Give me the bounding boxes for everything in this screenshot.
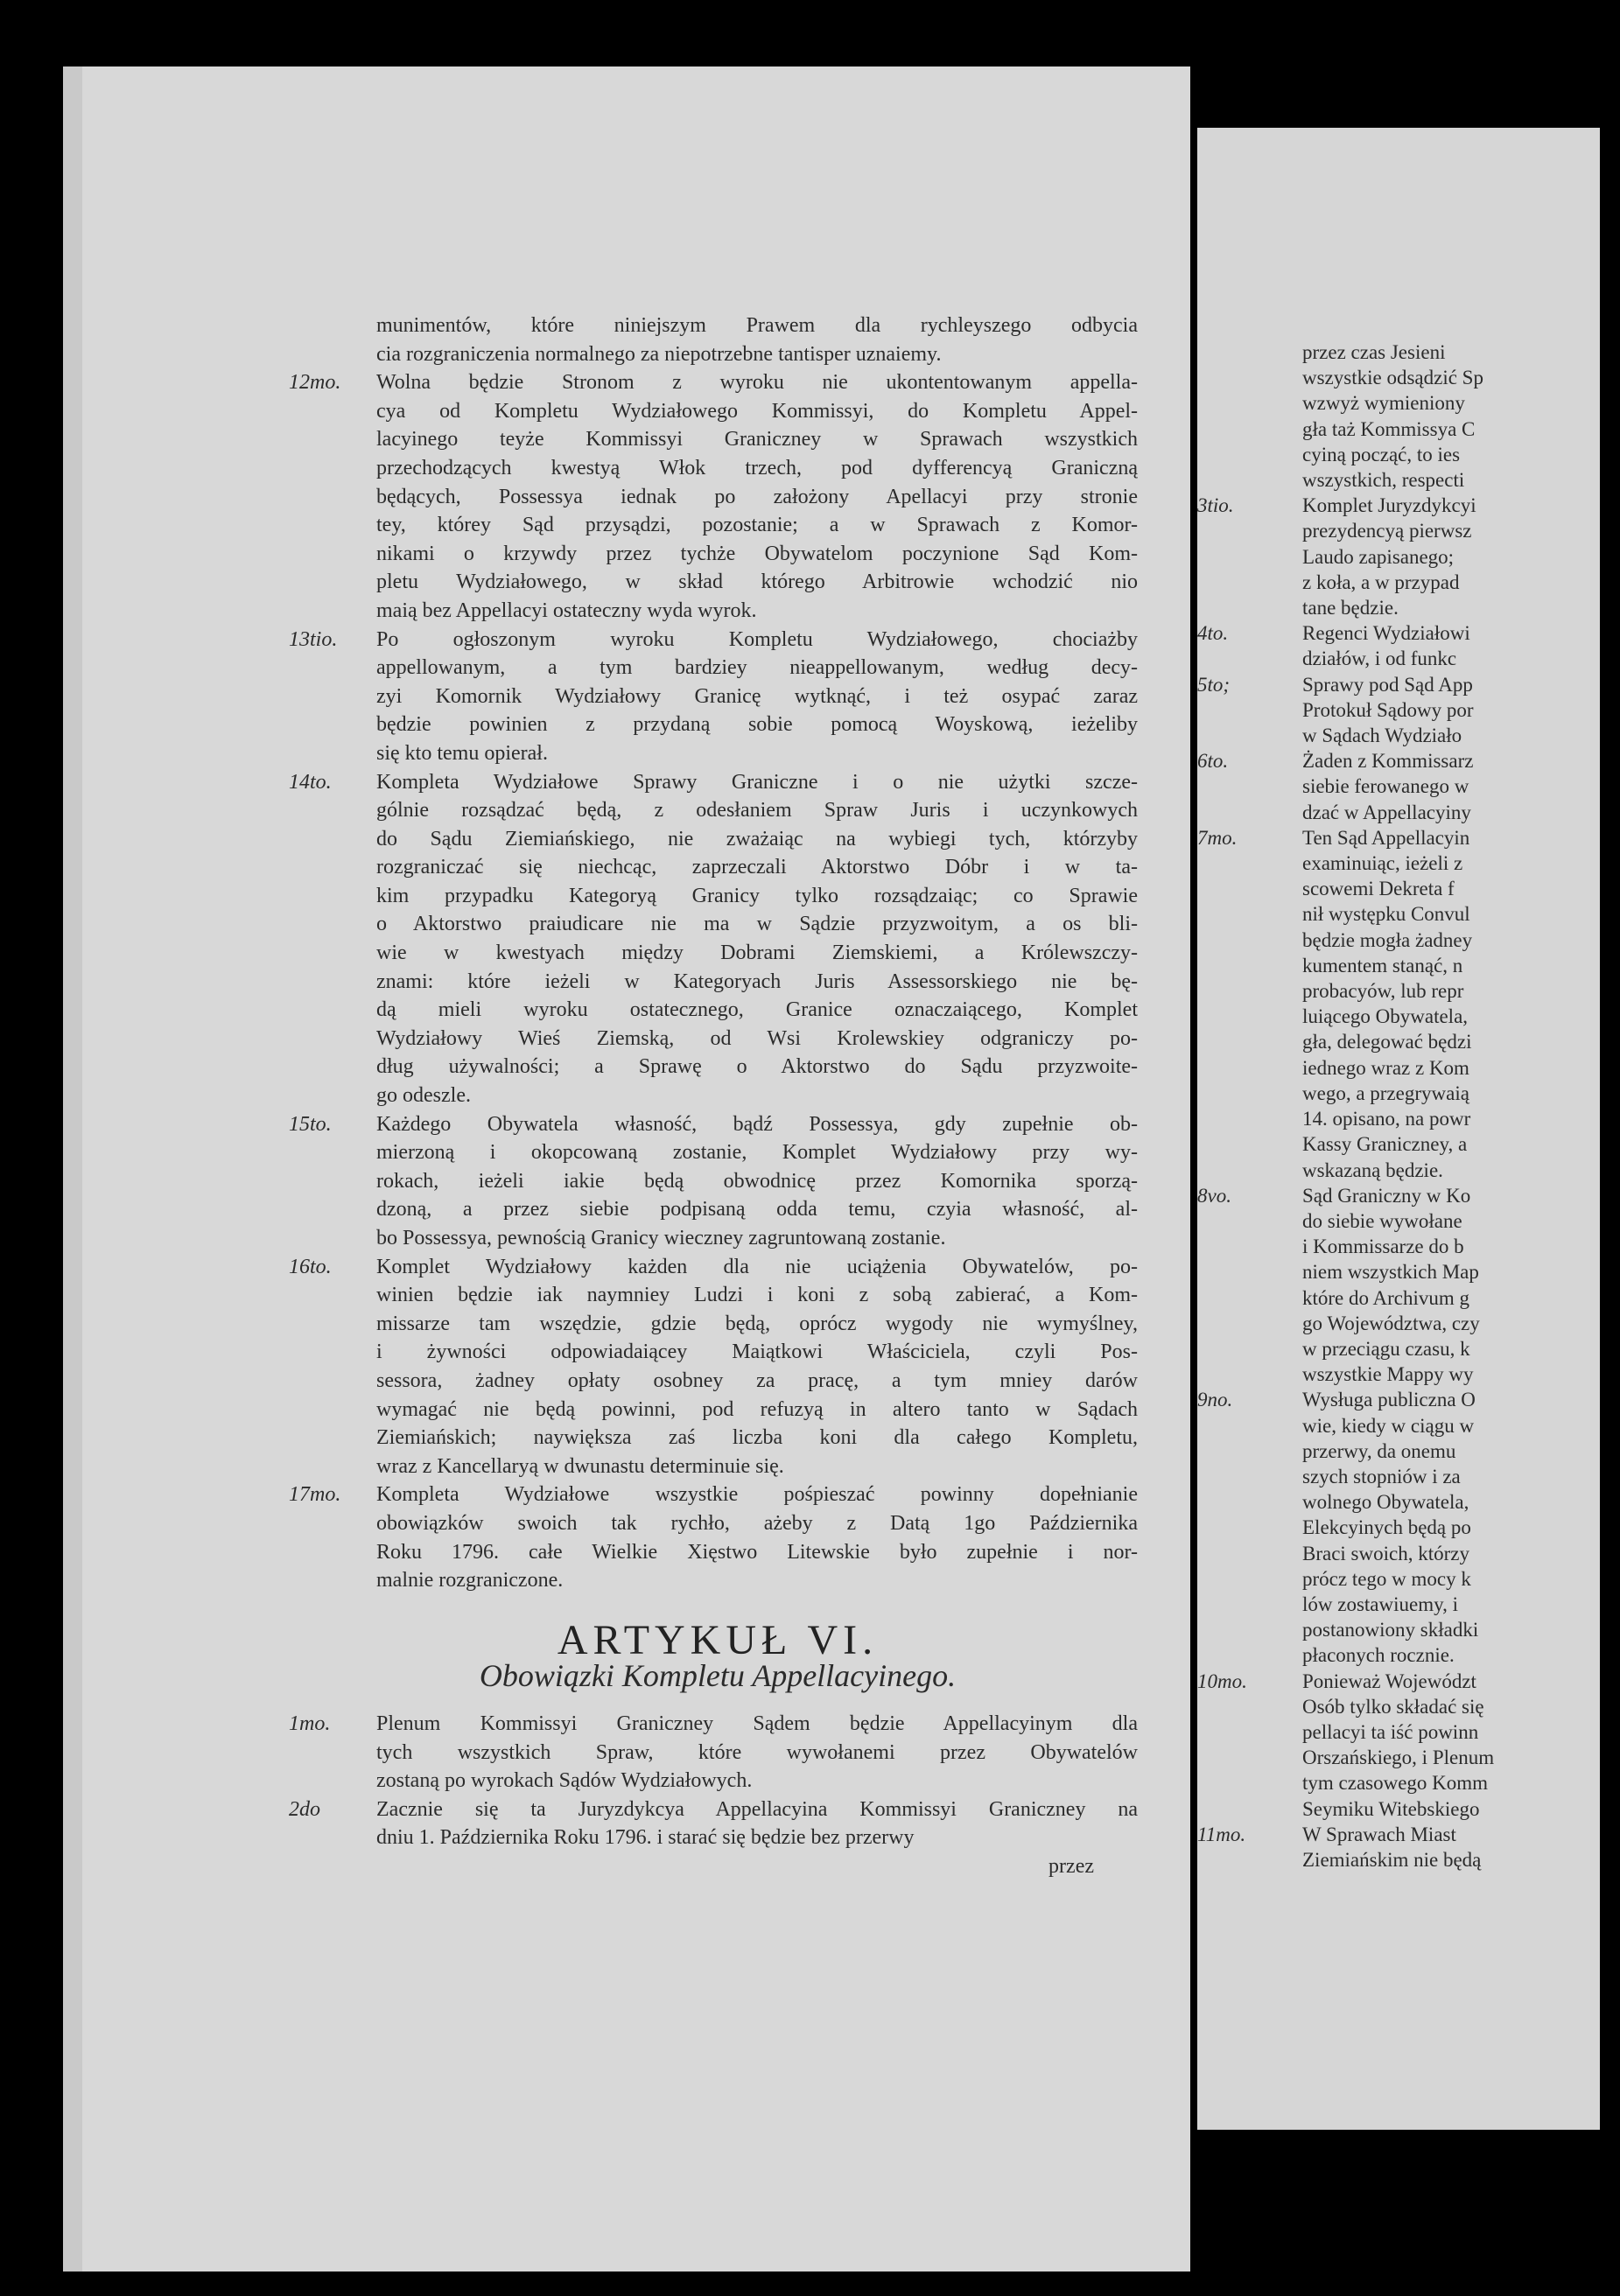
text-line: Każdego Obywatela własność, bądź Possessya, gdy zupełnie ob- — [376, 1112, 1138, 1136]
right-text-line — [1197, 1183, 1600, 1208]
text-line: dą mieli wyroku ostatecznego, Granice oznaczaiącego, Komplet — [376, 998, 1138, 1022]
line-text: szych stopniów i za — [1302, 1465, 1461, 1488]
text-line: się kto temu opierał. — [376, 741, 548, 765]
line-text: wskazaną będzie. — [1302, 1158, 1443, 1181]
right-text-line — [1197, 1234, 1600, 1259]
right-text-line — [1197, 1669, 1600, 1694]
line-text: Ziemiańskim nie będą — [1302, 1848, 1482, 1871]
right-text-line — [1197, 723, 1600, 748]
line-text: prezydencyą pierwsz — [1302, 520, 1472, 542]
paragraph — [289, 1110, 1138, 1253]
paragraph-number: 3tio. — [1197, 494, 1234, 517]
line-text: Komplet Juryzdykcyi — [1302, 494, 1476, 517]
line-text: Regenci Wydziałowi — [1302, 622, 1470, 645]
right-text-line — [1197, 1566, 1600, 1592]
text-line: winien będzie iak naymniey Ludzi i koni z sobą zabierać, a Kom- — [376, 1284, 1138, 1307]
line-text: Elekcyinych będą po — [1302, 1516, 1471, 1539]
text-line: przechodzących kwestyą Włok trzech, pod dyfferencyą Graniczną — [376, 456, 1138, 480]
line-text: Ponieważ Województ — [1302, 1670, 1476, 1692]
text-line: Kompleta Wydziałowe wszystkie pośpieszać powinny dopełnianie — [376, 1483, 1138, 1507]
line-text: Seymiku Witebskiego — [1302, 1797, 1480, 1820]
right-text-line — [1197, 1362, 1600, 1387]
text-line: rokach, ieżeli iakie będą obwodnicę przez Komornika sporzą- — [376, 1169, 1138, 1193]
right-text-line — [1197, 1847, 1600, 1872]
right-text-line — [1197, 1464, 1600, 1489]
paragraph — [289, 1253, 1138, 1481]
text-line: dzoną, a przez siebie podpisaną odda temu, czyia własność, al- — [376, 1198, 1138, 1222]
line-text: dzać w Appellacyiny — [1302, 801, 1471, 823]
line-text: Kassy Graniczney, a — [1302, 1133, 1468, 1156]
paragraph-number: 17mo. — [289, 1483, 341, 1507]
paragraph-number: 15to. — [289, 1112, 332, 1136]
line-text: Osób tylko składać się — [1302, 1695, 1484, 1718]
text-line: zyi Komornik Wydziałowy Granicę wytknąć, i też osypać zaraz — [376, 684, 1138, 708]
paragraph-number: 14to. — [289, 770, 332, 794]
right-text-line — [1197, 570, 1600, 595]
line-text: postanowiony składki — [1302, 1619, 1479, 1642]
right-text-line — [1197, 1285, 1600, 1311]
text-line: obowiązków swoich tak rychło, ażeby z Datą 1go Października — [376, 1511, 1138, 1535]
right-page — [1197, 128, 1600, 2130]
text-line: maią bez Appellacyi ostateczny wyda wyrok. — [376, 598, 757, 622]
line-text: Orszańskiego, i Plenum — [1302, 1746, 1495, 1769]
line-text: Wysługa publiczna O — [1302, 1389, 1476, 1411]
right-text-line — [1197, 1158, 1600, 1183]
paragraph — [289, 1710, 1138, 1796]
text-line: gólnie rozsądzać będą, z odesłaniem Spraw Juris i uczynkowych — [376, 799, 1138, 822]
text-line: będzie powinien z przydaną sobie pomocą Woyskową, ieżeliby — [376, 713, 1138, 737]
line-text: Żaden z Kommissarz — [1302, 750, 1474, 773]
text-line: Roku 1796. całe Wielkie Xięstwo Litewskie było zupełnie i nor- — [376, 1540, 1138, 1564]
right-text-line — [1197, 1438, 1600, 1464]
right-text-line — [1197, 1208, 1600, 1234]
line-text: examinuiąc, ieżeli z — [1302, 852, 1463, 875]
text-line: tych wszystkich Spraw, które wywołanemi przez Obywatelów — [376, 1740, 1138, 1764]
paragraph-number: 4to. — [1197, 622, 1229, 645]
right-text-line — [1197, 1004, 1600, 1029]
text-line: pletu Wydziałowego, w skład którego Arbitrowie wchodzić nio — [376, 570, 1138, 594]
paragraph-number: 1mo. — [289, 1712, 331, 1735]
right-text-column — [1197, 340, 1600, 1872]
text-line: Wydziałowy Wieś Ziemską, od Wsi Krolewskiey odgraniczy po- — [376, 1026, 1138, 1050]
line-text: z koła, a w przypad — [1302, 570, 1460, 593]
right-text-line — [1197, 1822, 1600, 1847]
text-line: znami: które ieżeli w Kategoryach Juris Assessorskiego nie bę- — [376, 970, 1138, 993]
line-text: lów zostawiuemy, i — [1302, 1592, 1459, 1615]
text-line: będących, Possessya iednak po założony Apellacyi przy stronie — [376, 485, 1138, 508]
right-text-line — [1197, 1719, 1600, 1745]
paragraph-number: 16to. — [289, 1255, 332, 1278]
right-text-line — [1197, 1592, 1600, 1617]
text-line: wymagać nie będą powinni, pod refuzyą in altero tanto w Sądach — [376, 1397, 1138, 1421]
right-text-line — [1197, 1106, 1600, 1131]
line-text: scowemi Dekreta f — [1302, 878, 1455, 900]
right-text-line — [1197, 800, 1600, 825]
right-text-line — [1197, 544, 1600, 570]
line-text: cyiną począć, to ies — [1302, 443, 1461, 466]
line-text: wszystkich, respecti — [1302, 469, 1465, 492]
paragraph — [298, 312, 1138, 368]
line-text: do siebie wywołane — [1302, 1209, 1462, 1232]
line-text: luiącego Obywatela, — [1302, 1005, 1469, 1028]
text-line: kim przypadku Kategoryą Granicy tylko rozsądzaiąc; co Sprawie — [376, 884, 1138, 907]
right-text-line — [1197, 1259, 1600, 1284]
text-line: do Sądu Ziemiańskiego, nie zważaiąc na wybiegi tych, którzyby — [376, 827, 1138, 850]
left-page — [63, 66, 1190, 2272]
line-text: będzie mogła żadney — [1302, 928, 1473, 951]
right-text-line — [1197, 493, 1600, 518]
right-text-line — [1197, 1541, 1600, 1566]
line-text: 14. opisano, na powr — [1302, 1108, 1471, 1130]
paragraph-number: 13tio. — [289, 627, 338, 651]
right-text-line — [1197, 646, 1600, 671]
line-text: i Kommissarze do b — [1302, 1236, 1464, 1258]
left-text-column — [289, 312, 1138, 1880]
right-text-line — [1197, 774, 1600, 799]
text-line: cya od Kompletu Wydziałowego Kommissyi, do Kompletu Appel- — [376, 399, 1138, 423]
catchword: przez — [1048, 1854, 1094, 1878]
line-text: wego, a przegrywaią — [1302, 1082, 1469, 1104]
article-subheading: Obowiązki Kompletu Appellacyinego. — [479, 1658, 957, 1694]
right-text-line — [1197, 467, 1600, 493]
line-text: prócz tego w mocy k — [1302, 1567, 1471, 1590]
paragraph — [289, 1796, 1138, 1852]
right-text-line — [1197, 1489, 1600, 1515]
line-text: wszystkie odsądzić Sp — [1302, 367, 1483, 389]
text-line: o Aktorstwo praiudicare nie ma w Sądzie przyzwoitym, a os bli- — [376, 913, 1138, 936]
paragraph-number: 5to; — [1197, 673, 1231, 696]
line-text: Braci swoich, którzy — [1302, 1542, 1469, 1564]
text-line: mierzoną i okopcowaną zostanie, Komplet Wydziałowy przy wy- — [376, 1141, 1138, 1165]
text-line: go odeszle. — [376, 1084, 471, 1108]
line-text: Ten Sąd Appellacyin — [1302, 826, 1470, 849]
line-text: przez czas Jesieni — [1302, 341, 1446, 363]
text-line: nikami o krzywdy przez tychże Obywatelom poczynione Sąd Kom- — [376, 542, 1138, 565]
text-line: lacyinego teyże Kommissyi Graniczney w Sprawach wszystkich — [376, 428, 1138, 452]
line-text: siebie ferowanego w — [1302, 775, 1469, 798]
paragraph-number: 11mo. — [1197, 1823, 1246, 1845]
text-line: Wolna będzie Stronom z wyroku nie ukontentowanym appella- — [376, 371, 1138, 395]
right-text-line — [1197, 1311, 1600, 1336]
right-text-line — [1197, 1387, 1600, 1412]
line-text: Sąd Graniczny w Ko — [1302, 1184, 1471, 1207]
right-text-line — [1197, 1745, 1600, 1770]
text-line: malnie rozgraniczone. — [376, 1569, 564, 1592]
text-line: dniu 1. Października Roku 1796. i starać się będzie bez przerwy — [376, 1826, 915, 1850]
right-text-line — [1197, 1796, 1600, 1822]
right-text-line — [1197, 1694, 1600, 1719]
line-text: pellacyi ta iść powinn — [1302, 1720, 1479, 1743]
line-text: gła taż Kommissya C — [1302, 417, 1476, 440]
right-text-line — [1197, 1617, 1600, 1642]
text-line: rozgraniczać się niechcąc, zaprzeczali Aktorstwo Dóbr i w ta- — [376, 856, 1138, 879]
line-text: nił występku Convul — [1302, 903, 1470, 926]
line-text: wie, kiedy w ciągu w — [1302, 1414, 1475, 1437]
line-text: tym czasowego Komm — [1302, 1772, 1489, 1795]
paragraph — [289, 368, 1138, 625]
right-text-line — [1197, 518, 1600, 543]
text-line: dług używalności; a Sprawę o Aktorstwo do Sądu przyzwoite- — [376, 1055, 1138, 1079]
right-text-line — [1197, 620, 1600, 646]
right-text-line — [1197, 928, 1600, 953]
line-text: probacyów, lub repr — [1302, 980, 1464, 1003]
right-text-line — [1197, 416, 1600, 442]
line-text: w Sądach Wydziało — [1302, 724, 1462, 747]
line-text: płaconych rocznie. — [1302, 1644, 1455, 1667]
paragraph — [289, 768, 1138, 1110]
paragraph-number: 7mo. — [1197, 826, 1238, 849]
paragraph-number: 10mo. — [1197, 1670, 1247, 1692]
text-line: Ziemiańskich; naywiększa zaś liczba koni dla całego Kompletu, — [376, 1426, 1138, 1450]
line-text: Protokuł Sądowy por — [1302, 698, 1474, 721]
line-text: gła, delegować będzi — [1302, 1031, 1472, 1054]
paragraph — [289, 1480, 1138, 1594]
line-text: działów, i od funkc — [1302, 648, 1457, 670]
text-line: Komplet Wydziałowy każden dla nie uciążenia Obywatelów, po- — [376, 1255, 1138, 1278]
paragraph-number: 12mo. — [289, 371, 341, 395]
paragraph-number: 8vo. — [1197, 1184, 1231, 1207]
right-text-line — [1197, 953, 1600, 978]
right-text-line — [1197, 1131, 1600, 1157]
text-line: Plenum Kommissyi Graniczney Sądem będzie Appellacyinym dla — [376, 1712, 1138, 1735]
right-text-line — [1197, 1413, 1600, 1438]
right-text-line — [1197, 1770, 1600, 1796]
text-line: Zacznie się ta Juryzdykcya Appellacyina Kommissyi Graniczney na — [376, 1797, 1138, 1821]
text-line: wie w kwestyach między Dobrami Ziemskiemi, a Królewszczy- — [376, 942, 1138, 965]
text-line: wraz z Kancellaryą w dwunastu determinuie się. — [376, 1454, 784, 1478]
right-text-line — [1197, 1336, 1600, 1362]
paragraph — [289, 626, 1138, 768]
line-text: niem wszystkich Map — [1302, 1261, 1479, 1284]
text-line: bo Possessya, pewnością Granicy wieczney zagruntowaną zostanie. — [376, 1227, 946, 1250]
right-text-line — [1197, 825, 1600, 850]
text-line: missarze tam wszędzie, gdzie będą, oprócz wygody nie wymyślney, — [376, 1312, 1138, 1335]
line-text: iednego wraz z Kom — [1302, 1056, 1469, 1079]
right-text-line — [1197, 595, 1600, 620]
line-text: W Sprawach Miast — [1302, 1823, 1456, 1845]
right-text-line — [1197, 876, 1600, 901]
right-text-line — [1197, 390, 1600, 416]
text-line: appellowanym, a tym bardziey nieappellowanym, według decy- — [376, 656, 1138, 680]
paragraph-number: 9no. — [1197, 1389, 1233, 1411]
line-text: kumentem stanąć, n — [1302, 954, 1463, 976]
right-text-line — [1197, 365, 1600, 390]
right-text-line — [1197, 1081, 1600, 1106]
text-line: sessora, żadney opłaty osobney za pracę, a tym mniey darów — [376, 1368, 1138, 1392]
right-text-line — [1197, 1029, 1600, 1054]
line-text: wszystkie Mappy wy — [1302, 1363, 1474, 1386]
right-text-line — [1197, 850, 1600, 876]
line-text: przerwy, da onemu — [1302, 1439, 1456, 1462]
page-edge — [63, 66, 82, 2272]
line-text: wolnego Obywatela, — [1302, 1491, 1469, 1514]
right-text-line — [1197, 1642, 1600, 1668]
article-heading: ARTYKUŁ VI. — [557, 1616, 879, 1663]
line-text: wzwyż wymieniony — [1302, 392, 1465, 415]
paragraph-number: 6to. — [1197, 750, 1229, 773]
right-text-line — [1197, 1055, 1600, 1081]
right-text-line — [1197, 672, 1600, 697]
line-text: go Województwa, czy — [1302, 1312, 1480, 1334]
line-text: które do Archivum g — [1302, 1286, 1469, 1309]
right-text-line — [1197, 748, 1600, 774]
line-text: Laudo zapisanego; — [1302, 545, 1455, 568]
text-line: tey, którey Sąd przysądzi, pozostanie; a w Sprawach z Komor- — [376, 514, 1138, 537]
right-text-line — [1197, 901, 1600, 927]
line-text: w przeciągu czasu, k — [1302, 1337, 1470, 1360]
text-line: cia rozgraniczenia normalnego za niepotrzebne tantisper uznaiemy. — [376, 342, 942, 366]
right-text-line — [1197, 978, 1600, 1004]
text-line: zostaną po wyrokach Sądów Wydziałowych. — [376, 1769, 753, 1793]
right-text-line — [1197, 697, 1600, 723]
paragraph-number: 2do — [289, 1797, 320, 1821]
right-text-line — [1197, 1515, 1600, 1540]
text-line: Po ogłoszonym wyroku Kompletu Wydziałowego, chociażby — [376, 627, 1138, 651]
line-text: Sprawy pod Sąd App — [1302, 673, 1473, 696]
text-line: i żywności odpowiadaiącey Maiątkowi Właściciela, czyli Pos- — [376, 1340, 1138, 1364]
text-line: Kompleta Wydziałowe Sprawy Graniczne i o nie użytki szcze- — [376, 770, 1138, 794]
line-text: tane będzie. — [1302, 597, 1399, 620]
text-line: munimentów, które niniejszym Prawem dla rychleyszego odbycia — [376, 314, 1138, 337]
right-text-line — [1197, 442, 1600, 467]
right-text-line — [1197, 340, 1600, 365]
